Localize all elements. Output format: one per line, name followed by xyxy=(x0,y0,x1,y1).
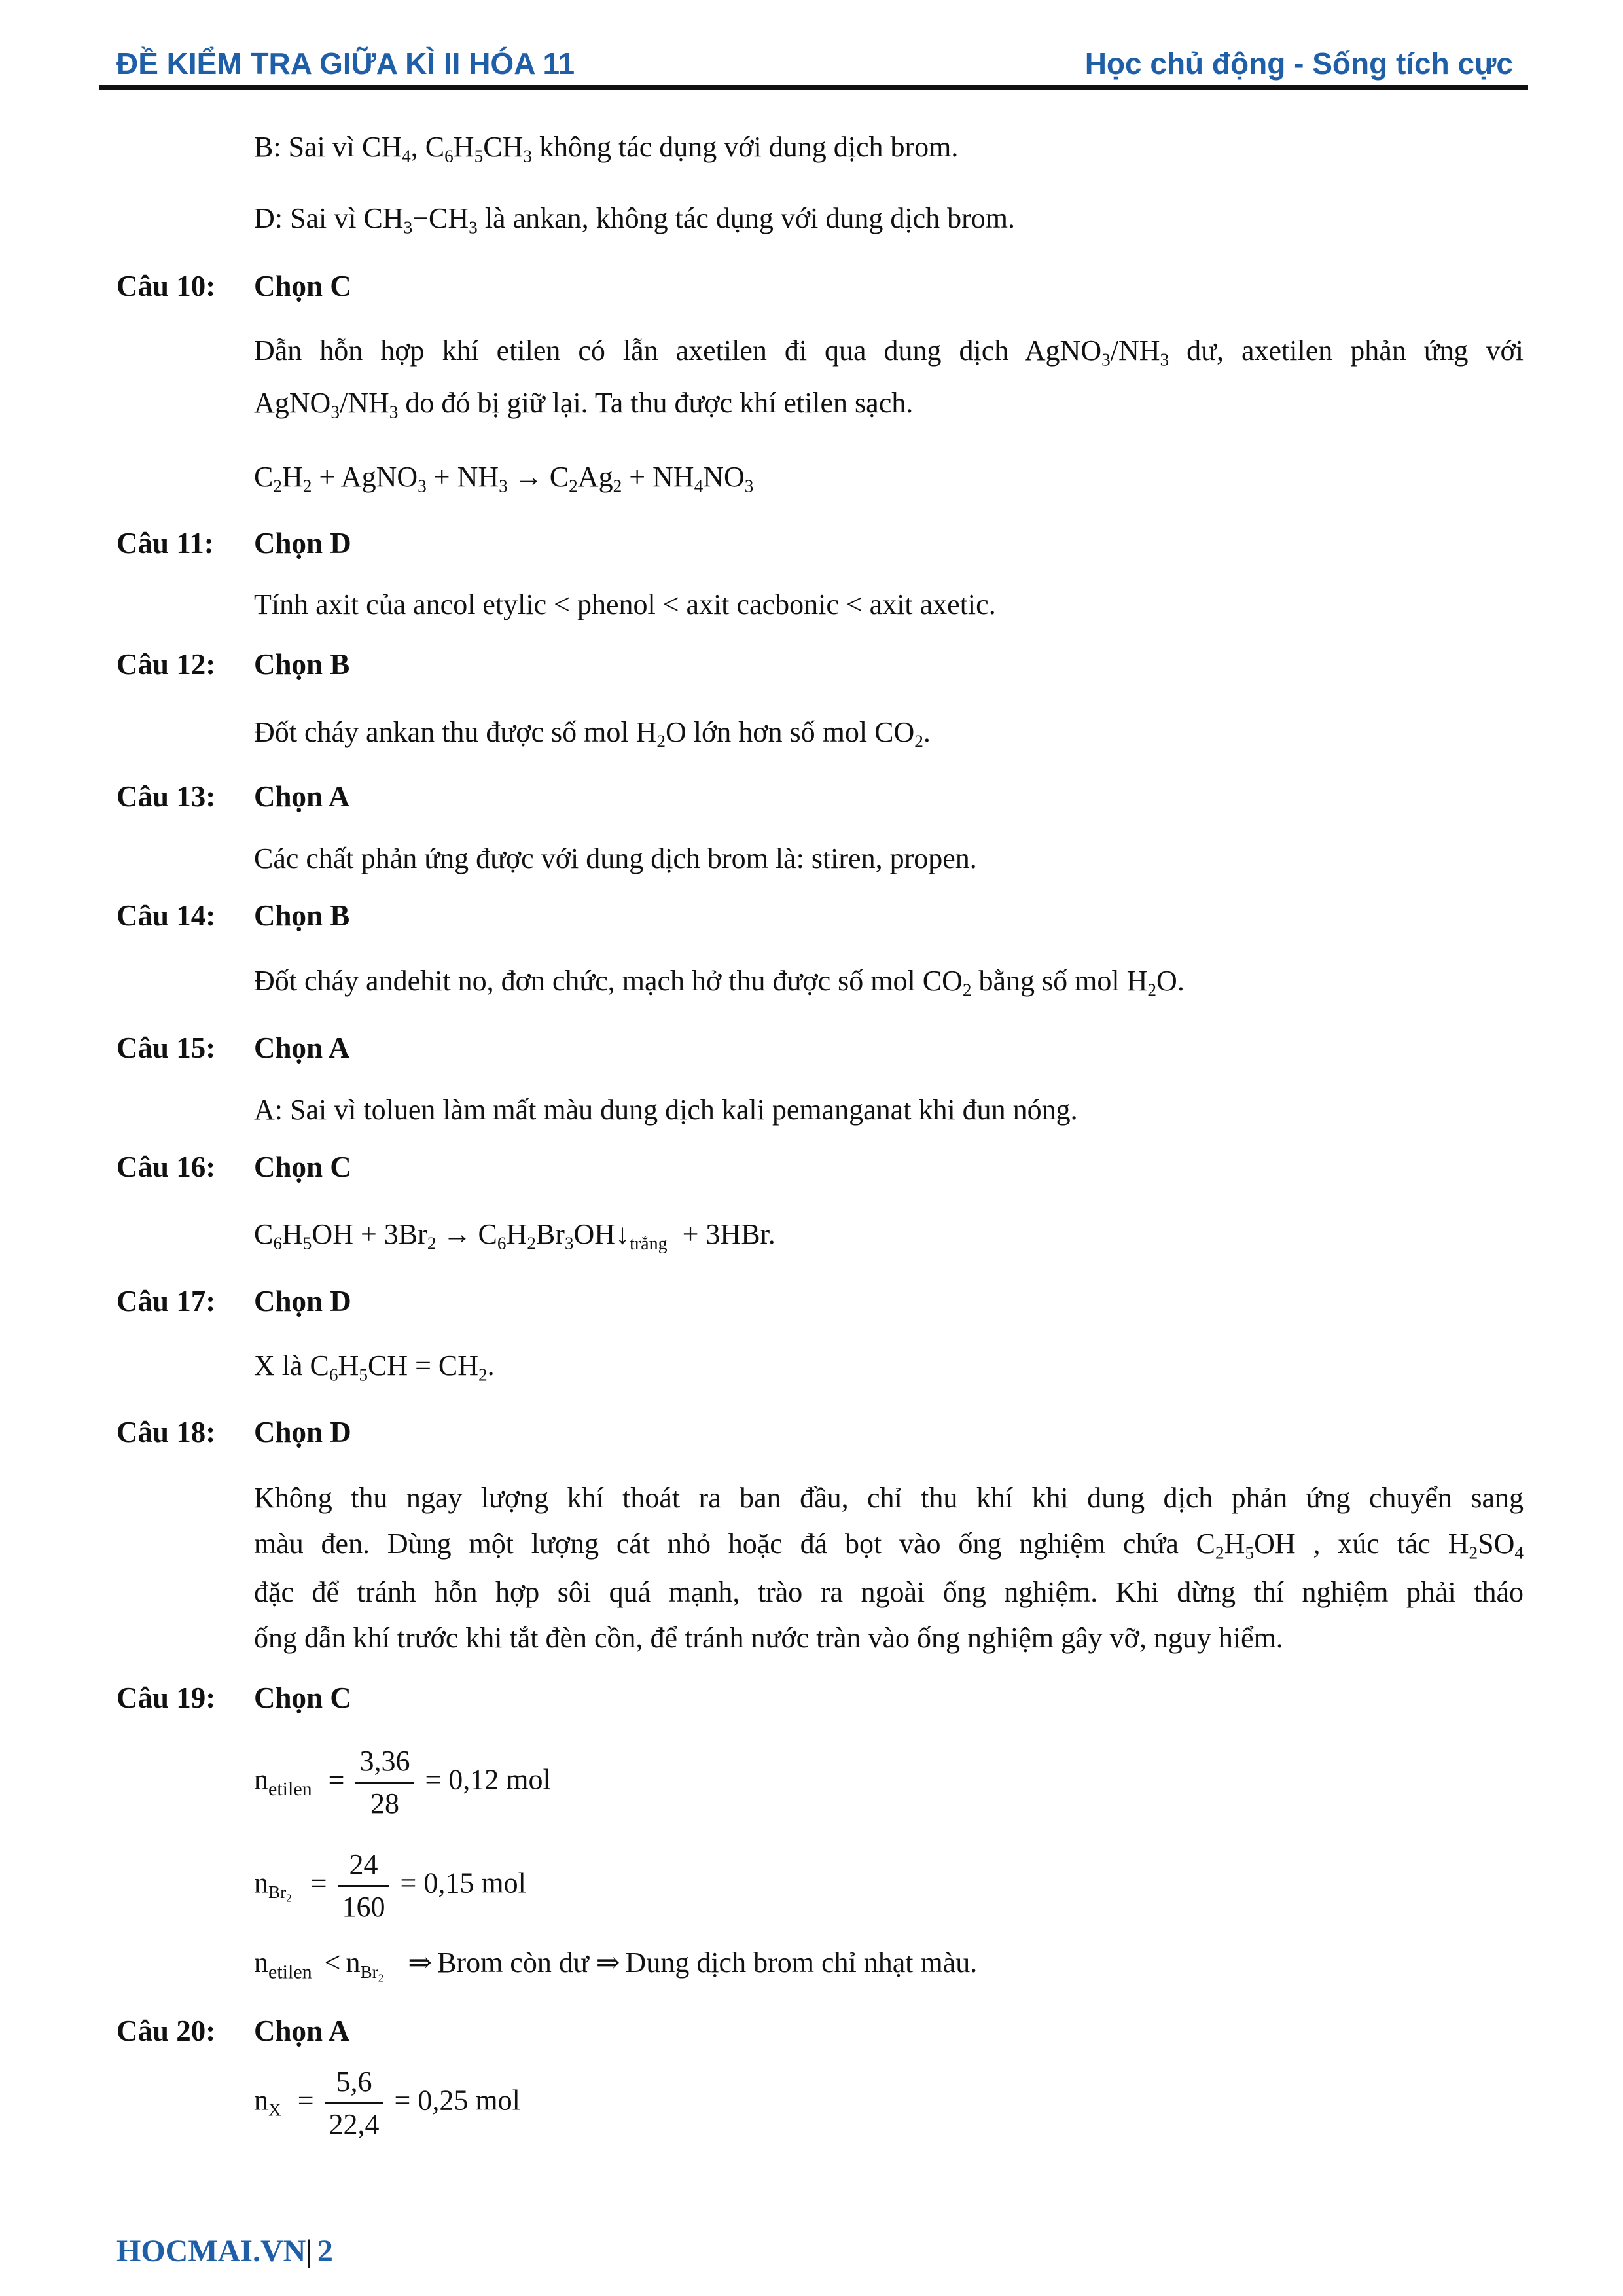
question-14-number: Câu 14: xyxy=(116,899,216,932)
fraction: $\frac{24}{160}$ xyxy=(338,1844,389,1928)
question-17-choice: Chọn D xyxy=(254,1285,351,1318)
header-title: ĐỀ KIỂM TRA GIỮA KÌ II HÓA 11 xyxy=(116,46,575,81)
question-18-choice: Chọn D xyxy=(254,1416,351,1448)
question-11-number: Câu 11: xyxy=(116,527,214,560)
q20-formula: $n_X$ = $\frac{5,6}{22,4}$ = 0,25 mol xyxy=(254,2062,1524,2145)
question-19-number: Câu 19: xyxy=(116,1681,216,1714)
q10-line-2: $AgNO_3/NH_3$ do đó bị giữ lại. Ta thu được khí etilen sạch. xyxy=(254,387,914,422)
q13-text: Các chất phản ứng được với dung dịch brom là: stiren, propen. xyxy=(254,842,977,874)
q18-line-2: màu đen. Dùng một lượng cát nhỏ hoặc đá bọt vào ống nghiệm chứa $C_2H_5OH$ , xúc tác $H_2SO_4$ xyxy=(254,1528,1524,1563)
q19-formula-2: $n_{Br_2}$ = $\frac{24}{160}$ = 0,15 mol xyxy=(254,1844,1524,1928)
q15-text: A: Sai vì toluen làm mất màu dung dịch kali pemanganat khi đun nóng. xyxy=(254,1094,1078,1126)
question-10-choice: Chọn C xyxy=(254,270,351,302)
q10-line-1: Dẫn hỗn hợp khí etilen có lẫn axetilen đi qua dung dịch $AgNO_3/NH_3$ dư, axetilen phản ứng với xyxy=(254,334,1524,370)
question-16-choice: Chọn C xyxy=(254,1151,351,1183)
answer-b-line: B: Sai vì $CH_4$, $C_6H_5CH_3$ không tác dụng với dung dịch brom. xyxy=(254,131,959,166)
q17-text: X là $C_6H_5CH = CH_2$. xyxy=(254,1350,495,1385)
question-15-number: Câu 15: xyxy=(116,1031,216,1064)
fraction: $\frac{3,36}{28}$ xyxy=(355,1741,414,1824)
page-number: 2 xyxy=(317,2234,333,2269)
question-20-choice: Chọn A xyxy=(254,2015,350,2047)
footer-separator: | xyxy=(306,2234,312,2269)
q10-equation: $C_2H_2$ + AgNO$_3$ + $NH_3 \to C_2Ag_2 + NH_4NO_3$ xyxy=(254,461,754,496)
question-15-choice: Chọn A xyxy=(254,1031,350,1064)
q18-line-3: đặc để tránh hỗn hợp sôi quá mạnh, trào ra ngoài ống nghiệm. Khi dừng thí nghiệm phải tháo xyxy=(254,1576,1524,1608)
footer xyxy=(116,2233,333,2269)
question-13-choice: Chọn A xyxy=(254,780,350,813)
q18-line-1: Không thu ngay lượng khí thoát ra ban đầu, chỉ thu khí khi dung dịch phản ứng chuyển sang xyxy=(254,1482,1524,1514)
question-11-choice: Chọn D xyxy=(254,527,351,560)
question-12-choice: Chọn B xyxy=(254,648,350,681)
q12-text: Đốt cháy ankan thu được số mol $H_2O$ lớn hơn số mol $CO_2$. xyxy=(254,716,931,751)
question-19-choice: Chọn C xyxy=(254,1681,351,1714)
answer-d-line: D: Sai vì $CH_3-CH_3$ là ankan, không tác dụng với dung dịch brom. xyxy=(254,202,1016,238)
q19-conclusion: $n_{etilen} < n_{Br_2}$ ⇒ Brom còn dư ⇒ Dung dịch brom chỉ nhạt màu. xyxy=(254,1946,978,1984)
question-10-number: Câu 10: xyxy=(116,270,216,302)
question-18-number: Câu 18: xyxy=(116,1416,216,1448)
fraction: $\frac{5,6}{22,4}$ xyxy=(325,2062,383,2145)
q14-text: Đốt cháy andehit no, đơn chức, mạch hở thu được số mol $CO_2$ bằng số mol $H_2O$. xyxy=(254,965,1185,1000)
q11-text: Tính axit của ancol etylic < phenol < axit cacbonic < axit axetic. xyxy=(254,588,996,620)
header-divider xyxy=(99,85,1528,90)
question-16-number: Câu 16: xyxy=(116,1151,216,1183)
q19-formula-1: $n_{etilen}$ = $\frac{3,36}{28}$ = 0,12 mol xyxy=(254,1741,1524,1824)
question-17-number: Câu 17: xyxy=(116,1285,216,1318)
q16-equation: $C_6H_5OH + 3Br_2$ → $C_6H_2Br_3OH↓_{trắng} + 3HBr$. xyxy=(254,1218,776,1254)
question-13-number: Câu 13: xyxy=(116,780,216,813)
footer-site[interactable]: HOCMAI.VN xyxy=(116,2234,306,2269)
question-20-number: Câu 20: xyxy=(116,2015,216,2047)
question-14-choice: Chọn B xyxy=(254,899,350,932)
q18-line-4: ống dẫn khí trước khi tắt đèn cồn, để tránh nước tràn vào ống nghiệm gây vỡ, nguy hiểm. xyxy=(254,1622,1283,1654)
question-12-number: Câu 12: xyxy=(116,648,216,681)
header-slogan: Học chủ động - Sống tích cực xyxy=(1084,46,1513,81)
